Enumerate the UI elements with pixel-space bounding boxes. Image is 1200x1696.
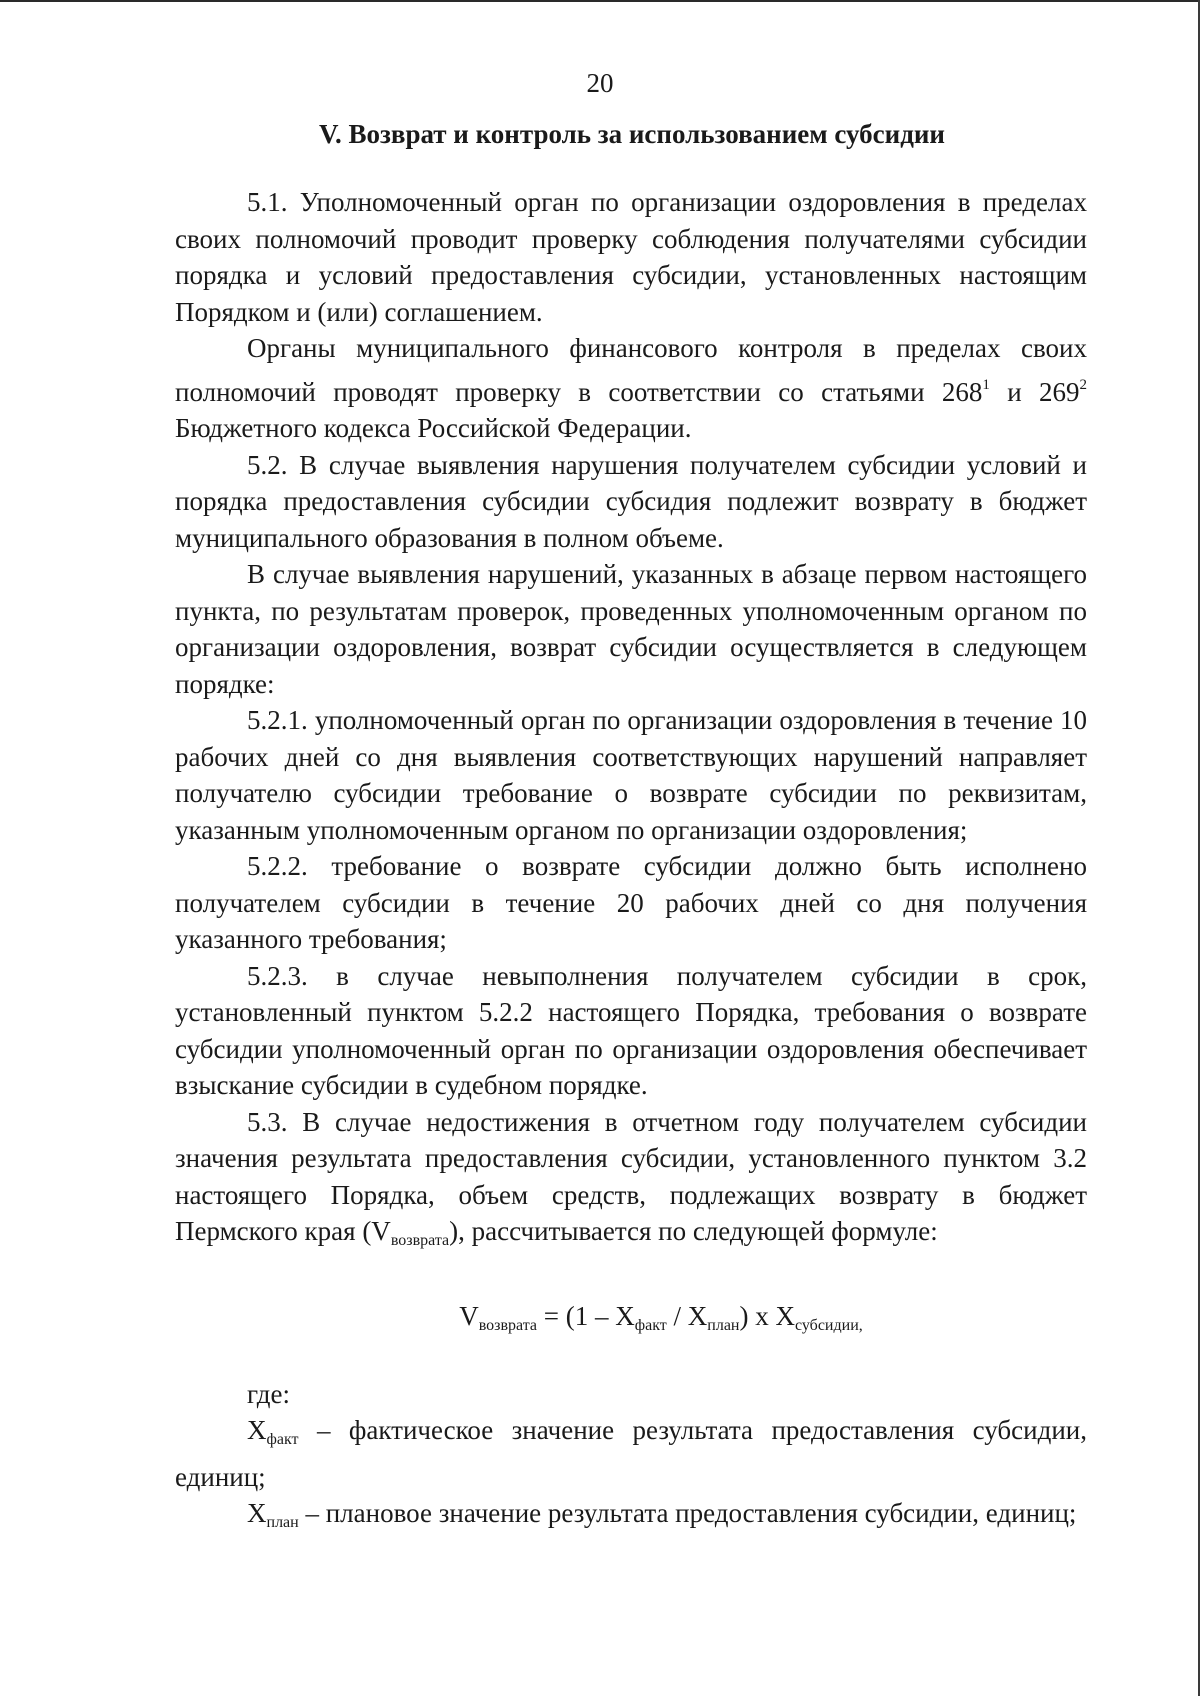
paragraph-control-bodies [175, 330, 1087, 447]
document-body [175, 184, 1087, 1542]
def-fact-sub: факт [266, 1431, 299, 1448]
subscript-vozvrata: возврата [390, 1232, 450, 1249]
formula [175, 1296, 1087, 1346]
section-title: V. Возврат и контроль за использованием субсидии [319, 119, 945, 149]
paragraph-5-2: 5.2. В случае выявления нарушения получателем субсидии условий и порядка предоставления субсидии субсидия подлежит возврату в бюджет муниципального образования в полном объеме. [175, 449, 1087, 553]
paragraph-control-text-c: Бюджетного кодекса Российской Федерации. [175, 413, 692, 443]
paragraph-control-text-b: и 269 [989, 376, 1080, 407]
scan-edge-top [0, 0, 1200, 2]
definition-x-fact [175, 1412, 1087, 1495]
def-plan-x: X [247, 1498, 267, 1528]
paragraph-5-3-text-b: ), рассчитывается по следующей формуле: [449, 1216, 938, 1246]
paragraph-5-3 [175, 1104, 1087, 1260]
formula-eq: = (1 – X [537, 1300, 635, 1331]
def-plan-text: – плановое значение результата предоставления субсидии, единиц; [298, 1498, 1077, 1528]
formula-slash: / X [666, 1300, 708, 1331]
superscript-2: 2 [1079, 376, 1087, 393]
formula-mult: ) x X [739, 1300, 795, 1331]
where-label: где: [247, 1378, 290, 1409]
formula-subs-sub: субсидии, [795, 1316, 863, 1334]
paragraph-5-3-text-a: 5.3. В случае недостижения в отчетном году получателем субсидии значения результата предоставления субсидии, установленного пунктом 3.2 настоящего Порядка, объем средств, подлежащих возврату в бюджет Пермского края (V [175, 1106, 1087, 1246]
def-fact-text: – фактическое значение результата предоставления субсидии, единиц; [175, 1415, 1087, 1492]
formula-v: V [459, 1300, 479, 1331]
formula-fact-sub: факт [634, 1316, 667, 1334]
paragraph-5-1: 5.1. Уполномоченный орган по организации оздоровления в пределах своих полномочий проводит проверку соблюдения получателями субсидии порядка и условий предоставления субсидии, установленных настоящим Порядком и (или) соглашением. [175, 187, 1087, 327]
page-number: 20 [586, 68, 614, 98]
definition-x-plan [175, 1495, 1087, 1542]
formula-v-sub: возврата [478, 1316, 538, 1334]
paragraph-5-2-3: 5.2.3. в случае невыполнения получателем субсидии в срок, установленный пунктом 5.2.2 настоящего Порядка, требования о возврате субсидии уполномоченный орган по организации оздоровления обеспечивает взыскание субсидии в судебном порядке. [175, 960, 1087, 1100]
paragraph-violations: В случае выявления нарушений, указанных в абзаце первом настоящего пункта, по результатам проверок, проведенных уполномоченным органом по организации оздоровления, возврат субсидии осуществляется в следующем порядке: [175, 559, 1087, 699]
def-fact-x: X [247, 1415, 267, 1445]
def-plan-sub: план [266, 1514, 299, 1531]
superscript-1: 1 [982, 376, 990, 393]
paragraph-control-text-a: Органы муниципального финансового контроля в пределах своих полномочий проводят проверку в соответствии со статьями 268 [175, 333, 1087, 407]
paragraph-5-2-2: 5.2.2. требование о возврате субсидии должно быть исполнено получателем субсидии в течение 20 рабочих дней со дня получения указанного требования; [175, 851, 1087, 954]
paragraph-5-2-1: 5.2.1. уполномоченный орган по организации оздоровления в течение 10 рабочих дней со дня выявления соответствующих нарушений направляет получателю субсидии требование о возврате субсидии по реквизитам, указанным уполномоченным органом по организации оздоровления; [175, 705, 1087, 845]
formula-plan-sub: план [707, 1316, 740, 1334]
